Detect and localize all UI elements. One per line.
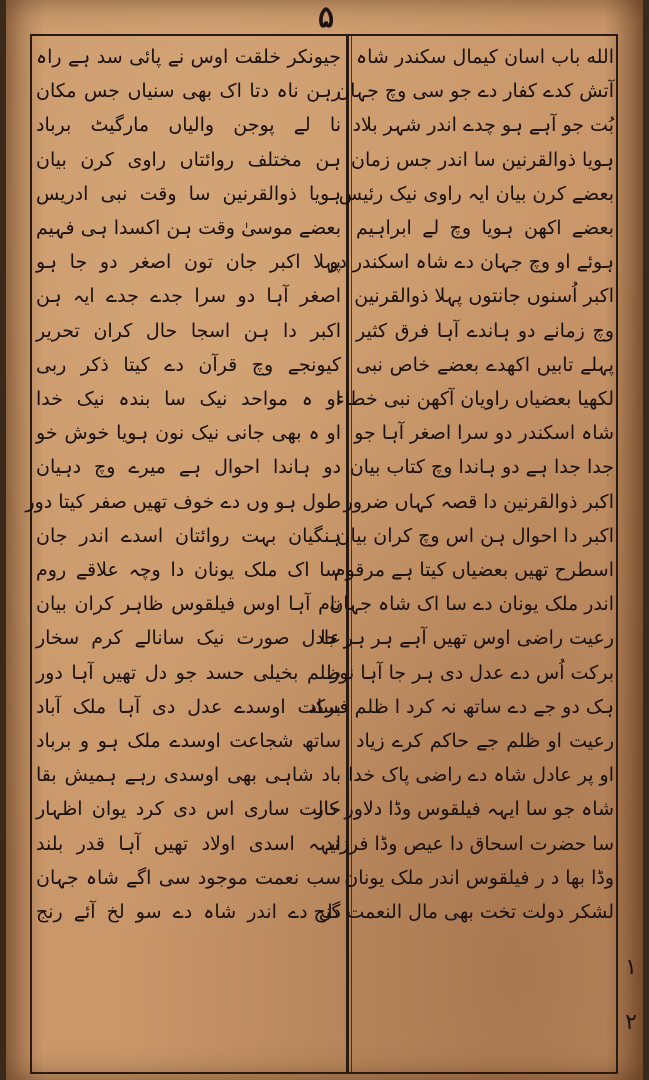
text-line: کیونجے وچ قرآن دے کیتا ذکر ربی (36, 353, 341, 376)
text-line: نا لے پوجن والیاں مارگیٹ برباد (36, 114, 341, 137)
text-line: اکبر ذوالقرنین دا قصہ کہاں ضرور (343, 490, 614, 513)
text-line: ہویا ذوالقرنین سا وقت نبی ادریس (36, 182, 341, 205)
text-line: شاہ اسکندر دو سرا اصغر آہا جو (354, 422, 614, 445)
text-line: عادل صورت نیک سانالے کرم سخار (36, 627, 341, 650)
manuscript-page (6, 0, 643, 1080)
text-line: سا اک ملک یونان دا وچہ علاقے روم (36, 559, 341, 582)
text-line: ایہہ اسدی اولاد تھیں آہا قدر بلند (36, 832, 341, 855)
text-line: بعضے موسیٰ وقت ہن اکسدا ہی فہیم (36, 217, 341, 240)
text-line: او ہ مواحد نیک سا بندہ نیک خدا (36, 388, 341, 411)
text-line: طول ہو وں دے خوف تھیں صفر کیتا دور (25, 490, 341, 513)
text-line: اکبر اُسنوں جانتوں پہلا ذوالقرنین (354, 285, 614, 308)
text-line: سب نعمت موجود سی اگے شاہ جہان (36, 866, 341, 889)
text-line: رہن ناہ دتا اک بھی سنیاں جس مکان (36, 80, 341, 103)
margin-mark: ۲ (625, 1010, 637, 1035)
text-line: رعیت راضی اوس تھیں آہے ہر ہر جا (320, 627, 614, 650)
text-line: ہنگیان بہت روائتان اسدے اندر جان (36, 524, 341, 547)
text-line: الله باب اسان کیمال سکندر شاہ (356, 46, 614, 68)
text-line: بعضے کرن بیان ایہ راوی نیک رئیس (338, 182, 614, 205)
text-line: لکھیا بعضیاں راویان آکھن نبی خطاء (335, 388, 614, 411)
text-line: سا حضرت اسحاق دا عیص وڈا فرزند (324, 832, 614, 855)
text-line: ہک دو جے دے ساتھ نہ کرد ا ظلم فساد (308, 695, 614, 718)
text-line: ہن مختلف روائتاں راوی کرن بیان (36, 148, 341, 171)
text-line: لشکر دولت تخت بھی مال النعمت گنج (313, 901, 614, 924)
text-line: اندر ملک یونان دے سا اک شاہ جہان (329, 593, 614, 616)
text-line: دو ہاندا احوال ہے میرے وچ دہیان (36, 456, 341, 479)
text-line: اصغر آہا دو سرا جدے جدے ایہ ہن (36, 285, 341, 308)
text-line: دل دے اندر شاہ دے سو لخ آئے رنج (36, 901, 341, 924)
text-line: اسطرح تھیں بعضیاں کیتا ہے مرقوم (333, 559, 614, 582)
text-line: جدا جدا ہے دو ہاندا وچ کتاب بیان (349, 456, 614, 479)
margin-mark: ۱ (625, 955, 637, 980)
text-line: وچ زمانے دو ہاندے آہا فرق کثیر (356, 319, 614, 342)
text-line: او ہ بھی جانی نیک نون ہویا خوش خو (36, 422, 341, 445)
text-line: پہلے تابیں اکھدے بعضے خاص نبی (356, 353, 614, 376)
text-line: برکت اوسدے عدل دی آہا ملک آباد (36, 695, 341, 718)
text-line: ساتھ شجاعت اوسدے ملک ہو و برباد (36, 730, 341, 753)
text-line: جیونکر خلقت اوس نے پائی سد ہے راہ (36, 46, 341, 68)
text-line: برکت اُس دے عدل دی ہر جا آہا نور (330, 661, 614, 684)
text-line: نام آہا اوس فیلقوس ظاہر کران بیان (36, 593, 341, 616)
text-line: ہوئے او وچ جہان دے شاہ اسکندر دو (329, 251, 614, 274)
text-line: بعضے اکھن ہویا وچ لے ابراہیم (356, 217, 614, 240)
text-line: بُت جو آہے ہو چدے اندر شہر بلاد (352, 114, 614, 137)
text-line: آتش کدے کفار دے جو سی وچ جہان (336, 80, 614, 103)
page-number: ۵ (317, 0, 335, 35)
text-line: اکبر دا احوال ہن اس وچ کران بیان (336, 524, 614, 547)
text-line: شاہ جو سا ایہہ فیلقوس وڈا دلاور کار (314, 798, 614, 821)
text-line: اکبر دا ہن اسجا حال کران تحریر (36, 319, 341, 342)
text-line: باد شاہی بھی اوسدی رہے ہمیش بقا (36, 764, 341, 787)
text-line: حالت ساری اس دی کرد یوان اظہار (36, 798, 341, 821)
text-line: ہویا ذوالقرنین سا اندر جس زمان (351, 148, 614, 171)
text-line: رعیت او ظلم جے حاکم کرے زیاد (356, 730, 614, 753)
text-line: او پر عادل شاہ دے راضی پاک خدا (348, 764, 614, 787)
text-line: وڈا بھا د ر فیلقوس اندر ملک یونان (344, 866, 614, 889)
left-text-column (25, 40, 341, 1070)
text-line: ظلم بخیلی حسد جو دل تھیں آہا دور (36, 661, 341, 684)
right-text-column (308, 40, 614, 1070)
text-line: پہلا اکبر جان تون اصغر دو جا ہو (36, 251, 341, 274)
